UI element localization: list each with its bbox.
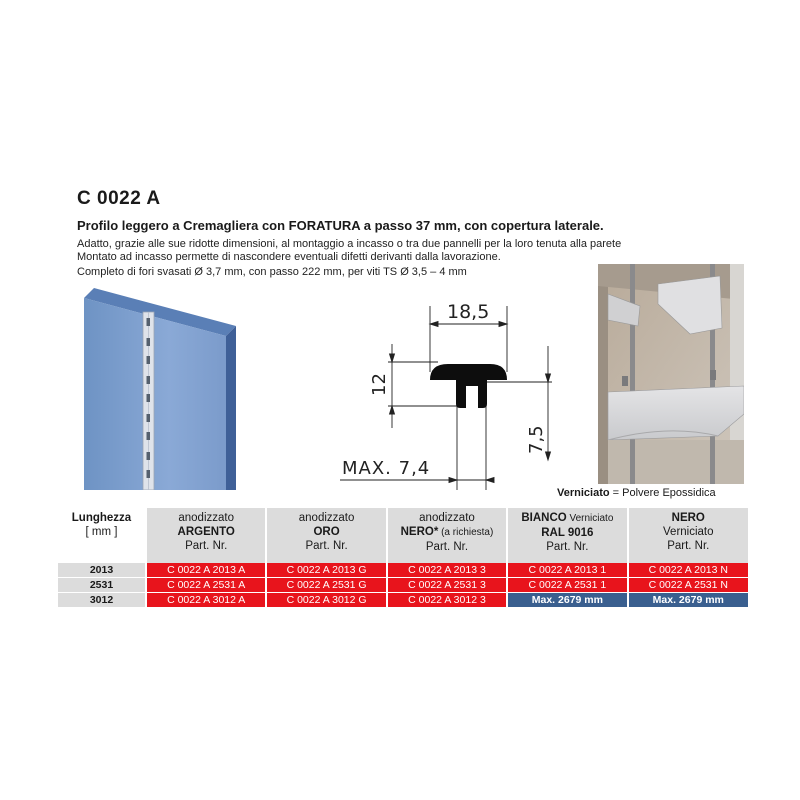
header-finish: Verniciato <box>566 513 614 524</box>
header-finish: anodizzato <box>178 512 234 524</box>
header-ral: RAL 9016 <box>541 527 594 539</box>
part-number-cell: C 0022 A 2013 3 <box>387 563 507 578</box>
header-length-label: Lunghezza <box>71 512 132 524</box>
header-color: NERO <box>671 512 705 524</box>
length-cell: 2531 <box>58 578 146 593</box>
table-row <box>58 578 748 593</box>
header-oro <box>266 508 386 563</box>
dimension-width-label: 18,5 <box>447 301 490 323</box>
header-nero-painted <box>628 508 748 563</box>
paint-note <box>557 487 716 499</box>
table-row <box>58 563 748 578</box>
header-color: NERO* <box>400 526 439 538</box>
dimension-height-label: 12 <box>369 373 390 396</box>
description-line: Montato ad incasso permette di nascondere eventuali difetti derivanti dalla lavorazione. <box>77 251 501 263</box>
part-number-cell: C 0022 A 2531 A <box>146 578 266 593</box>
part-number-cell: C 0022 A 2013 N <box>628 563 748 578</box>
part-number-cell: C 0022 A 2013 1 <box>507 563 627 578</box>
header-color: ORO <box>313 526 340 538</box>
paint-note-text: = Polvere Epossidica <box>609 487 716 499</box>
length-cell: 2013 <box>58 563 146 578</box>
header-partnr: Part. Nr. <box>425 541 469 553</box>
table-row <box>58 593 748 608</box>
part-number-cell: C 0022 A 2531 G <box>266 578 386 593</box>
rack-panel-image <box>84 288 236 490</box>
header-nero-anodized <box>387 508 507 563</box>
length-cell: 3012 <box>58 593 146 608</box>
product-code: C 0022 A <box>77 188 161 209</box>
part-number-cell: C 0022 A 3012 A <box>146 593 266 608</box>
shelf-installation-image <box>598 264 744 484</box>
profile-cross-section-drawing <box>330 296 570 494</box>
part-number-cell: C 0022 A 3012 G <box>266 593 386 608</box>
description-line: Completo di fori svasati Ø 3,7 mm, con passo 222 mm, per viti TS Ø 3,5 – 4 mm <box>77 266 467 278</box>
part-number-cell: C 0022 A 2531 N <box>628 578 748 593</box>
header-partnr: Part. Nr. <box>667 540 710 552</box>
description-line: Adatto, grazie alle sue ridotte dimensioni, al montaggio a incasso o tra due pannelli per la loro tenuta alla parete <box>77 238 622 250</box>
header-argento <box>146 508 266 563</box>
dimension-depth-label: 7,5 <box>526 425 547 454</box>
header-finish: anodizzato <box>298 512 355 524</box>
header-partnr: Part. Nr. <box>546 541 589 553</box>
dimension-max-label: MAX. 7,4 <box>342 458 431 479</box>
part-number-cell: C 0022 A 2531 1 <box>507 578 627 593</box>
header-partnr: Part. Nr. <box>185 540 228 552</box>
header-length <box>58 508 146 563</box>
header-partnr: Part. Nr. <box>305 540 348 552</box>
header-color: BIANCO <box>521 512 567 524</box>
part-number-cell: C 0022 A 3012 3 <box>387 593 507 608</box>
header-finish: anodizzato <box>419 512 475 524</box>
header-color: ARGENTO <box>177 526 235 538</box>
header-finish: Verniciato <box>663 526 714 538</box>
header-length-unit: [ mm ] <box>85 526 118 538</box>
part-number-cell: C 0022 A 2531 3 <box>387 578 507 593</box>
max-length-cell: Max. 2679 mm <box>628 593 748 608</box>
header-note: (a richiesta) <box>438 527 494 538</box>
part-number-cell: C 0022 A 2013 G <box>266 563 386 578</box>
part-number-cell: C 0022 A 2013 A <box>146 563 266 578</box>
product-subtitle: Profilo leggero a Cremagliera con FORATURA a passo 37 mm, con copertura laterale. <box>77 218 604 233</box>
max-length-cell: Max. 2679 mm <box>507 593 627 608</box>
paint-note-label: Verniciato <box>557 487 610 499</box>
part-number-table <box>58 508 748 607</box>
header-bianco <box>507 508 627 563</box>
